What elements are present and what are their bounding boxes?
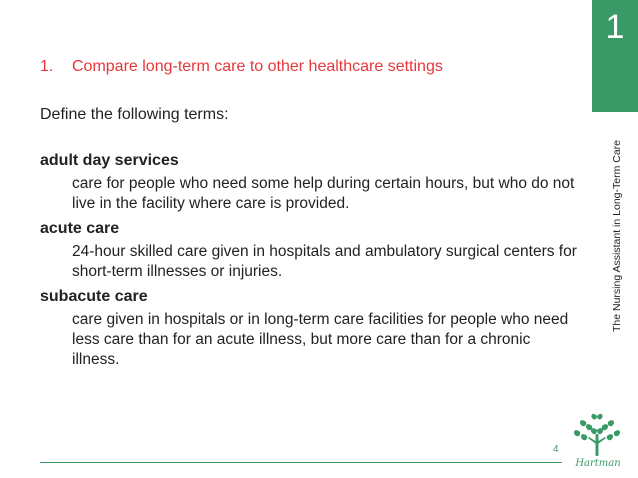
book-title-vertical: The Nursing Assistant in Long-Term Care [611, 140, 623, 332]
term-heading: subacute care [40, 288, 148, 305]
publisher-logo-text: Hartman [575, 458, 621, 469]
footer-divider [40, 462, 562, 463]
chapter-number-tab [592, 0, 638, 112]
terms-list [40, 152, 580, 376]
learning-objective [40, 58, 443, 76]
intro-text: Define the following terms: [40, 106, 229, 123]
objective-text: Compare long-term care to other healthcare settings [72, 58, 443, 75]
chapter-number: 1 [605, 8, 625, 46]
term-definition: care given in hospitals or in long-term care facilities for people who need less care than for an acute illness, but more care than for a chronic illness. [72, 311, 569, 368]
objective-number: 1. [40, 58, 54, 75]
term-heading: adult day services [40, 152, 179, 169]
term-definition: care for people who need some help during certain hours, but who do not live in the facility where care is provided. [72, 175, 575, 212]
page-number: 4 [553, 444, 559, 455]
term-heading: acute care [40, 220, 120, 237]
term-definition: 24-hour skilled care given in hospitals and ambulatory surgical centers for short-term illnesses or injuries. [72, 243, 577, 280]
